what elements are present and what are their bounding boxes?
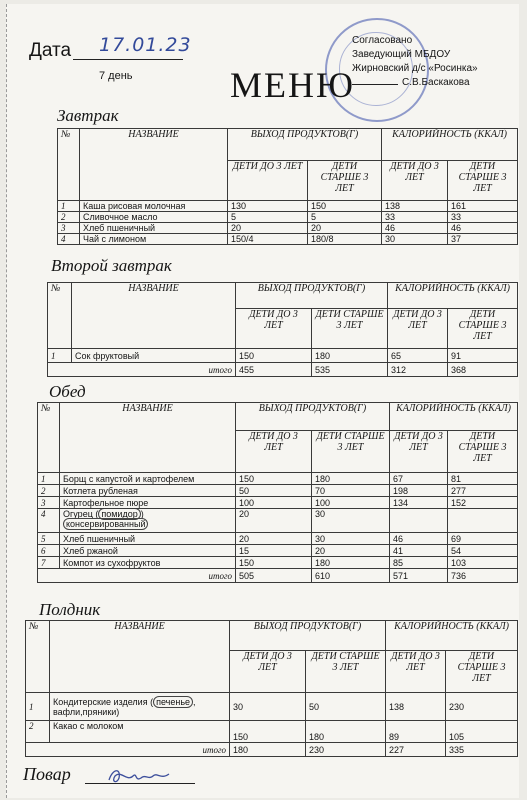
table-row (38, 473, 518, 485)
date-label: Дата (29, 40, 72, 61)
col-cal-over3: ДЕТИ СТАРШЕ 3 ЛЕТ (446, 651, 518, 693)
section-title-breakfast: Завтрак (57, 106, 119, 125)
section-title-second-breakfast: Второй завтрак (51, 256, 172, 275)
output-over3: 180 (312, 557, 390, 569)
table-row (26, 693, 518, 721)
dish-name: Борщ с капустой и картофелем (60, 473, 236, 485)
circled-word: печенье (153, 696, 193, 708)
row-number: 2 (38, 485, 60, 497)
calories-over3: 152 (448, 497, 518, 509)
dish-name: Сливочное масло (80, 212, 228, 223)
calories-under3: 41 (390, 545, 448, 557)
calories-under3: 46 (382, 223, 448, 234)
approval-line-1: Согласовано (352, 35, 413, 46)
breakfast-table (57, 128, 518, 245)
calories-over3: 105 (446, 721, 518, 743)
menu-sheet (6, 4, 519, 798)
calories-under3: 89 (386, 721, 446, 743)
output-under3: 130 (228, 201, 308, 212)
calories-over3: 37 (448, 234, 518, 245)
dish-name-part: ) (140, 509, 144, 519)
dish-name: Котлета рубленая (60, 485, 236, 497)
dish-name-part: Кондитерские изделия ( (53, 696, 154, 707)
output-over3: 50 (306, 693, 386, 721)
row-number: 1 (58, 201, 80, 212)
output-over3: 20 (308, 223, 382, 234)
dish-name: Хлеб пшеничный (80, 223, 228, 234)
output-over3: 180 (306, 721, 386, 743)
col-cal-under3: ДЕТИ ДО 3 ЛЕТ (390, 431, 448, 473)
output-over3: 180/8 (308, 234, 382, 245)
calories-over3: 277 (448, 485, 518, 497)
dish-name-part: , (193, 696, 196, 707)
calories-under3 (390, 509, 448, 533)
output-under3: 20 (228, 223, 308, 234)
table-row (38, 485, 518, 497)
total-output-over3: 610 (312, 569, 390, 583)
cook-signature (105, 764, 177, 786)
dish-name-part: Огурец ( (63, 509, 99, 519)
calories-over3: 230 (446, 693, 518, 721)
lunch-table (37, 402, 518, 583)
total-output-under3: 455 (236, 363, 312, 377)
calories-under3: 138 (382, 201, 448, 212)
table-row (38, 533, 518, 545)
approval-block (352, 34, 478, 90)
approval-signer: С.В.Баскакова (402, 77, 470, 88)
calories-over3: 91 (448, 349, 518, 363)
row-number: 4 (38, 509, 60, 533)
table-row (26, 721, 518, 743)
dish-name: Сок фруктовый (72, 349, 236, 363)
output-under3: 150 (236, 557, 312, 569)
col-cal-under3: ДЕТИ ДО 3 ЛЕТ (388, 309, 448, 349)
col-output-under3: ДЕТИ ДО 3 ЛЕТ (236, 309, 312, 349)
output-under3: 20 (236, 509, 312, 533)
calories-over3: 81 (448, 473, 518, 485)
col-output: ВЫХОД ПРОДУКТОВ(Г) (230, 621, 386, 651)
dish-name: Компот из сухофруктов (60, 557, 236, 569)
output-under3: 5 (228, 212, 308, 223)
table-row (58, 234, 518, 245)
output-under3: 15 (236, 545, 312, 557)
col-cal-over3: ДЕТИ СТАРШЕ 3 ЛЕТ (448, 309, 518, 349)
output-under3: 20 (236, 533, 312, 545)
row-number: 6 (38, 545, 60, 557)
dish-name: Чай с лимоном (80, 234, 228, 245)
total-label: итого (26, 743, 230, 757)
calories-over3 (448, 509, 518, 533)
total-calories-over3: 335 (446, 743, 518, 757)
total-calories-under3: 227 (386, 743, 446, 757)
output-under3: 150 (236, 349, 312, 363)
table-row (48, 349, 518, 363)
calories-over3: 69 (448, 533, 518, 545)
dish-name (60, 509, 236, 533)
second-breakfast-table (47, 282, 518, 377)
table-row (38, 497, 518, 509)
row-number: 7 (38, 557, 60, 569)
day-number: 7 день (99, 70, 133, 82)
output-under3: 150 (230, 721, 306, 743)
col-number: № (38, 403, 60, 473)
signature-line (352, 84, 398, 85)
calories-under3: 134 (390, 497, 448, 509)
row-number: 5 (38, 533, 60, 545)
table-row (58, 212, 518, 223)
row-number: 1 (38, 473, 60, 485)
col-output: ВЫХОД ПРОДУКТОВ(Г) (236, 403, 390, 431)
row-number: 3 (38, 497, 60, 509)
calories-under3: 30 (382, 234, 448, 245)
col-output-under3: ДЕТИ ДО 3 ЛЕТ (230, 651, 306, 693)
col-output-over3: ДЕТИ СТАРШЕ 3 ЛЕТ (312, 309, 388, 349)
calories-under3: 65 (388, 349, 448, 363)
calories-over3: 54 (448, 545, 518, 557)
col-output-under3: ДЕТИ ДО 3 ЛЕТ (236, 431, 312, 473)
row-number: 2 (58, 212, 80, 223)
total-label: итого (48, 363, 236, 377)
output-over3: 150 (308, 201, 382, 212)
dish-name: Картофельное пюре (60, 497, 236, 509)
total-output-over3: 535 (312, 363, 388, 377)
total-row (26, 743, 518, 757)
col-output-over3: ДЕТИ СТАРШЕ 3 ЛЕТ (312, 431, 390, 473)
dish-name: Каша рисовая молочная (80, 201, 228, 212)
dish-name-part: вафли,пряники) (53, 706, 120, 717)
total-row (38, 569, 518, 583)
table-row (38, 509, 518, 533)
calories-under3: 33 (382, 212, 448, 223)
total-label: итого (38, 569, 236, 583)
dish-name (50, 693, 230, 721)
calories-over3: 33 (448, 212, 518, 223)
col-calories: КАЛОРИЙНОСТЬ (ККАЛ) (390, 403, 518, 431)
dish-name: Какао с молоком (50, 721, 230, 743)
output-under3: 50 (236, 485, 312, 497)
col-output-over3: ДЕТИ СТАРШЕ 3 ЛЕТ (308, 161, 382, 201)
col-output-over3: ДЕТИ СТАРШЕ 3 ЛЕТ (306, 651, 386, 693)
output-over3: 20 (312, 545, 390, 557)
table-row (58, 201, 518, 212)
total-calories-over3: 736 (448, 569, 518, 583)
col-output-under3: ДЕТИ ДО 3 ЛЕТ (228, 161, 308, 201)
date-value: 17.01.23 (99, 34, 192, 56)
total-output-over3: 230 (306, 743, 386, 757)
table-row (38, 557, 518, 569)
total-calories-under3: 312 (388, 363, 448, 377)
row-number: 4 (58, 234, 80, 245)
calories-under3: 198 (390, 485, 448, 497)
table-row (58, 223, 518, 234)
output-under3: 30 (230, 693, 306, 721)
col-calories: КАЛОРИЙНОСТЬ (ККАЛ) (388, 283, 518, 309)
total-row (48, 363, 518, 377)
output-under3: 100 (236, 497, 312, 509)
col-name: НАЗВАНИЕ (50, 621, 230, 693)
page-title: МЕНЮ (230, 65, 355, 105)
calories-under3: 85 (390, 557, 448, 569)
dish-name: Хлеб пшеничный (60, 533, 236, 545)
output-over3: 5 (308, 212, 382, 223)
row-number: 1 (26, 693, 50, 721)
calories-over3: 161 (448, 201, 518, 212)
col-cal-over3: ДЕТИ СТАРШЕ 3 ЛЕТ (448, 431, 518, 473)
section-title-snack: Полдник (39, 600, 101, 619)
calories-under3: 138 (386, 693, 446, 721)
cook-label: Повар (23, 764, 71, 784)
total-output-under3: 505 (236, 569, 312, 583)
approval-line-2: Заведующий МБДОУ (352, 49, 451, 60)
row-number: 3 (58, 223, 80, 234)
col-name: НАЗВАНИЕ (72, 283, 236, 349)
col-name: НАЗВАНИЕ (60, 403, 236, 473)
dish-name: Хлеб ржаной (60, 545, 236, 557)
approval-signer-row (352, 76, 478, 90)
col-cal-over3: ДЕТИ СТАРШЕ 3 ЛЕТ (448, 161, 518, 201)
total-output-under3: 180 (230, 743, 306, 757)
col-calories: КАЛОРИЙНОСТЬ (ККАЛ) (386, 621, 518, 651)
snack-table (25, 620, 518, 757)
circled-word: консервированный (63, 518, 148, 530)
col-number: № (26, 621, 50, 693)
output-over3: 30 (312, 509, 390, 533)
output-under3: 150/4 (228, 234, 308, 245)
section-title-lunch: Обед (49, 382, 86, 401)
circled-word: помидор (98, 509, 140, 521)
col-number: № (58, 129, 80, 201)
col-name: НАЗВАНИЕ (80, 129, 228, 201)
col-number: № (48, 283, 72, 349)
col-calories: КАЛОРИЙНОСТЬ (ККАЛ) (382, 129, 518, 161)
date-underline (73, 59, 183, 60)
output-over3: 70 (312, 485, 390, 497)
table-row (38, 545, 518, 557)
output-over3: 180 (312, 473, 390, 485)
row-number: 2 (26, 721, 50, 743)
calories-over3: 103 (448, 557, 518, 569)
output-over3: 180 (312, 349, 388, 363)
output-under3: 150 (236, 473, 312, 485)
col-output: ВЫХОД ПРОДУКТОВ(Г) (228, 129, 382, 161)
calories-under3: 46 (390, 533, 448, 545)
output-over3: 30 (312, 533, 390, 545)
total-calories-under3: 571 (390, 569, 448, 583)
total-calories-over3: 368 (448, 363, 518, 377)
calories-over3: 46 (448, 223, 518, 234)
calories-under3: 67 (390, 473, 448, 485)
col-cal-under3: ДЕТИ ДО 3 ЛЕТ (386, 651, 446, 693)
approval-line-3: Жирновский д/с «Росинка» (352, 63, 478, 74)
col-cal-under3: ДЕТИ ДО 3 ЛЕТ (382, 161, 448, 201)
row-number: 1 (48, 349, 72, 363)
output-over3: 100 (312, 497, 390, 509)
col-output: ВЫХОД ПРОДУКТОВ(Г) (236, 283, 388, 309)
